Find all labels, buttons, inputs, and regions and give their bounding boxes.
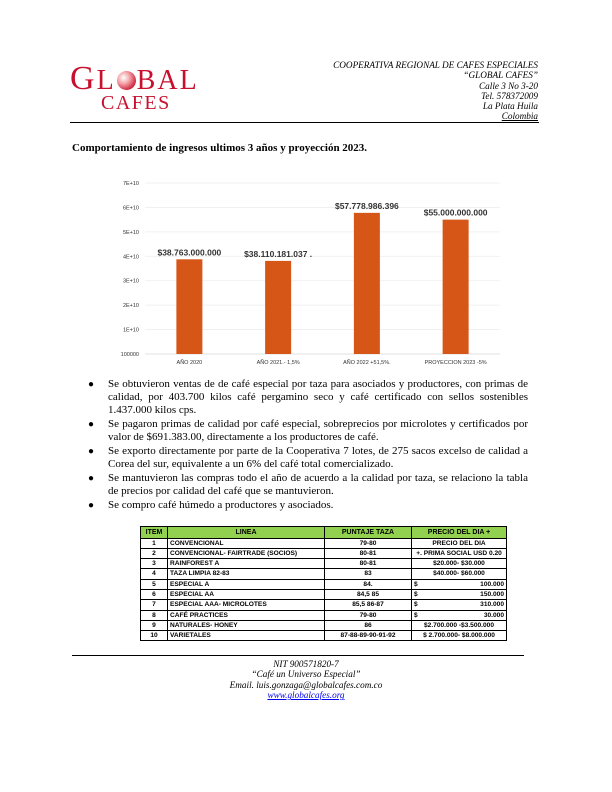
- footer: [0, 659, 612, 701]
- cell-item: 1: [141, 538, 168, 548]
- cell-linea: RAINFOREST A: [168, 559, 325, 569]
- data-label: $38.763.000.000: [157, 247, 222, 258]
- cell-item: 7: [141, 600, 168, 610]
- table-row: [141, 620, 507, 630]
- cell-puntaje: 84.: [325, 579, 412, 589]
- cell-puntaje: 86: [325, 620, 412, 630]
- cell-item: 8: [141, 610, 168, 620]
- col-header-puntaje: PUNTAJE TAZA: [325, 527, 412, 539]
- organization-info: [333, 60, 538, 122]
- cell-item: 6: [141, 589, 168, 599]
- y-tick-label: 7E+10: [122, 181, 139, 187]
- footer-slogan: “Café un Universo Especial”: [251, 669, 361, 680]
- bullet-icon: ●: [88, 419, 95, 430]
- bullet-item: [88, 499, 528, 512]
- table-row: [141, 600, 507, 610]
- x-tick-label: PROYECCION 2023 -5%: [424, 360, 487, 366]
- cell-puntaje: 85,5 86-87: [325, 600, 412, 610]
- footer-nit: NIT 900571820-7: [273, 659, 339, 669]
- cell-precio: $40.000- $60.000: [412, 569, 507, 579]
- data-label: $38.110.181.037 .: [244, 248, 313, 259]
- org-country: Colombia: [501, 111, 538, 122]
- table-row: [141, 569, 507, 579]
- cell-puntaje: 79-80: [325, 610, 412, 620]
- bullet-icon: ●: [88, 446, 95, 457]
- price-split: [414, 600, 504, 609]
- cell-precio: $2.700.000 -$3.500.000: [412, 620, 507, 630]
- cell-linea: CONVENCIONAL- FAIRTRADE (SOCIOS): [168, 548, 325, 558]
- income-chart-svg: [110, 170, 510, 375]
- y-tick-label: 5E+10: [122, 229, 139, 236]
- org-phone: Tel. 578372009: [481, 90, 538, 101]
- y-tick-label: 2E+10: [122, 303, 139, 310]
- cell-linea: ESPECIAL A: [168, 579, 325, 589]
- org-brand: “GLOBAL CAFES”: [463, 70, 538, 81]
- table-row: [141, 631, 507, 641]
- data-label: $57.778.986.396: [334, 200, 399, 211]
- cell-precio: +. PRIMA SOCIAL USD 0.20: [412, 548, 507, 558]
- price-split: [414, 590, 504, 599]
- section-heading: Comportamiento de ingresos ultimos 3 años y proyección 2023.: [72, 142, 368, 154]
- logo-letters-bal: BAL: [136, 65, 199, 96]
- bullet-icon: ●: [88, 379, 95, 390]
- price-currency: $: [414, 611, 418, 619]
- table-header-row: [141, 527, 507, 539]
- price-split: [414, 580, 504, 589]
- cell-puntaje: 80-81: [325, 559, 412, 569]
- price-amount: 150.000: [480, 590, 504, 598]
- cell-puntaje: 80-81: [325, 548, 412, 558]
- cell-precio: $ 2.700.000- $8.000.000: [412, 631, 507, 641]
- cell-precio: [412, 600, 507, 610]
- bullet-text: Se mantuvieron las compras todo el año de acuerdo a la calidad por taza, se relaciono la tabla de precios por calidad del café que se mantuvieron.: [108, 472, 528, 497]
- global-cafes-logo: [70, 60, 200, 114]
- cell-linea: ESPECIAL AAA- MICROLOTES: [168, 600, 325, 610]
- price-currency: $: [414, 601, 418, 609]
- bullet-text: Se obtuvieron ventas de de café especial por taza para asociados y productores, con primas de calidad, por 403.700 kilos café pergamino seco y café certificado con sellos sostenibles 1.437.000 kilos cps.: [108, 378, 528, 416]
- bullet-item: [88, 378, 528, 417]
- y-tick-label: 1E+10: [122, 327, 139, 334]
- table-row: [141, 610, 507, 620]
- table-row: [141, 548, 507, 558]
- cell-puntaje: 83: [325, 569, 412, 579]
- bar: [443, 220, 469, 354]
- price-amount: 100.000: [480, 580, 504, 588]
- table-row: [141, 589, 507, 599]
- cell-precio: [412, 589, 507, 599]
- footer-divider: [72, 655, 524, 656]
- y-tick-label: 6E+10: [122, 205, 139, 212]
- cell-puntaje: 84,5 85: [325, 589, 412, 599]
- cell-linea: ESPECIAL AA: [168, 589, 325, 599]
- bullet-icon: ●: [88, 500, 95, 511]
- summary-bullets: [88, 378, 528, 513]
- x-tick-label: AÑO 2021.- 1,5%: [256, 360, 300, 366]
- y-tick-label: 100000: [120, 352, 139, 358]
- footer-email: Email. luis.gonzaga@globalcafes.com.co: [229, 679, 383, 690]
- bar: [354, 213, 380, 354]
- col-header-item: ITEM: [141, 527, 168, 539]
- org-name: COOPERATIVA REGIONAL DE CAFES ESPECIALES: [333, 60, 538, 70]
- price-table: [140, 526, 507, 641]
- x-tick-label: AÑO 2022 +51,5%.: [343, 360, 391, 366]
- income-chart: [110, 170, 510, 375]
- col-header-precio: PRECIO DEL DIA +: [412, 527, 507, 539]
- cell-precio: [412, 610, 507, 620]
- bullet-item: [88, 472, 528, 498]
- bullet-icon: ●: [88, 473, 95, 484]
- footer-website-link[interactable]: www.globalcafes.org: [267, 690, 345, 701]
- logo-word-cafes: CAFES: [101, 92, 171, 114]
- cell-linea: CAFÉ PRACTICES: [168, 610, 325, 620]
- table-row: [141, 538, 507, 548]
- data-label: $55.000.000.000: [423, 207, 488, 218]
- org-address: Calle 3 No 3-20: [479, 80, 538, 91]
- cell-item: 5: [141, 579, 168, 589]
- header-divider: [70, 122, 539, 123]
- cell-item: 10: [141, 631, 168, 641]
- table-body: [141, 538, 507, 641]
- cell-linea: CONVENCIONAL: [168, 538, 325, 548]
- cell-item: 9: [141, 620, 168, 630]
- price-amount: 310.000: [480, 601, 504, 609]
- price-amount: 30.000: [483, 611, 504, 619]
- x-tick-label: AÑO 2020: [176, 360, 203, 366]
- cell-item: 4: [141, 569, 168, 579]
- cell-puntaje: 79-80: [325, 538, 412, 548]
- cell-item: 3: [141, 559, 168, 569]
- bullet-text: Se exporto directamente por parte de la Cooperativa 7 lotes, de 275 sacos excelso de calidad a Corea del sur, equivalente a un 6% del café total comercializado.: [108, 445, 528, 470]
- cell-precio: [412, 579, 507, 589]
- bar: [176, 259, 202, 354]
- price-currency: $: [414, 580, 418, 588]
- cell-puntaje: 87-88-89-90-91-92: [325, 631, 412, 641]
- y-tick-label: 3E+10: [122, 278, 139, 285]
- y-tick-label: 4E+10: [122, 254, 139, 261]
- cell-linea: VARIETALES: [168, 631, 325, 641]
- table-row: [141, 559, 507, 569]
- price-currency: $: [414, 590, 418, 598]
- cell-precio: $20.000- $30.000: [412, 559, 507, 569]
- bullet-text: Se compro café húmedo a productores y asociados.: [108, 499, 334, 511]
- cell-linea: TAZA LIMPIA 82-83: [168, 569, 325, 579]
- logo-letter-l: L: [96, 65, 116, 96]
- bar: [265, 261, 291, 354]
- col-header-linea: LINEA: [168, 527, 325, 539]
- cell-linea: NATURALES- HONEY: [168, 620, 325, 630]
- table-row: [141, 579, 507, 589]
- cell-precio: PRECIO DEL DIA: [412, 538, 507, 548]
- bullet-text: Se pagaron primas de calidad por café especial, sobreprecios por microlotes y certificados por valor de $691.383.00, directamente a los productores de café.: [108, 418, 528, 443]
- logo-letter-g: G: [70, 60, 97, 97]
- globe-icon: [117, 71, 136, 90]
- bullet-item: [88, 445, 528, 471]
- org-city: La Plata Huila: [482, 101, 538, 112]
- bullet-item: [88, 418, 528, 444]
- cell-item: 2: [141, 548, 168, 558]
- price-split: [414, 611, 504, 620]
